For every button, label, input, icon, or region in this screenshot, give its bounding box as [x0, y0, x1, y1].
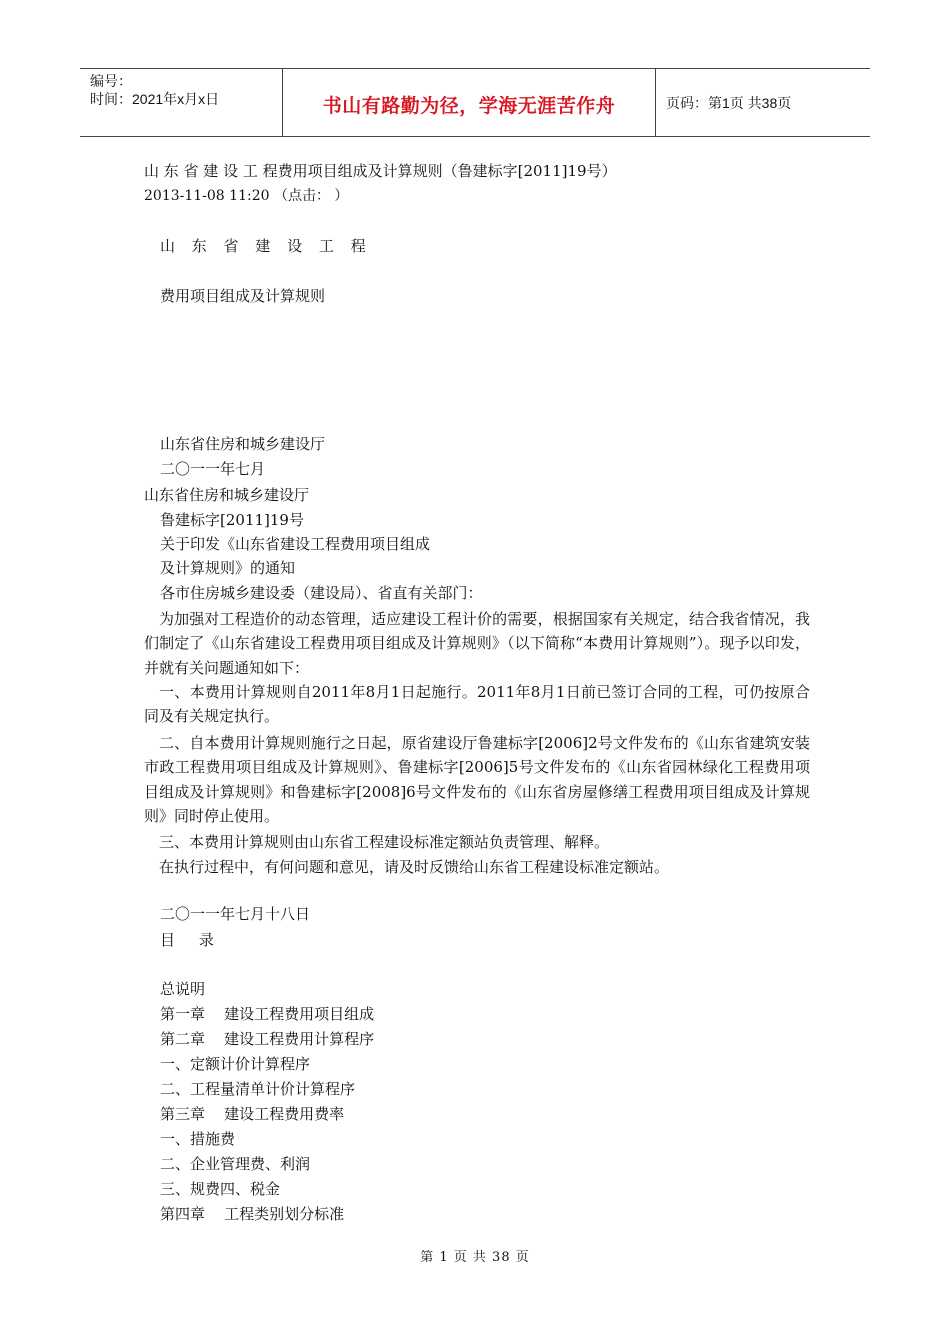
page-info: 页码：第1页 共38页: [666, 95, 792, 111]
paragraph-3: 二、自本费用计算规则施行之日起，原省建设厅鲁建标字[2006]2号文件发布的《山东省建筑安装市政工程费用项目组成及计算规则》、鲁建标字[2006]5号文件发布的《山东省园林绿化工程费用项目组成及计算规则》和鲁建标字[2008]6号文件发布的《山东省房屋修缮工程费用项目组成及计算规则》同时停止使用。: [144, 734, 810, 825]
notice-title-line-2: 及计算规则》的通知: [160, 559, 296, 577]
cover-title-line-2: 费用项目组成及计算规则: [160, 287, 326, 305]
toc-item: 第二章 建设工程费用计算程序: [160, 1030, 375, 1048]
article-title: 山 东 省 建 设 工 程费用项目组成及计算规则（鲁建标字[2011]19号）: [144, 162, 617, 180]
paragraph-2: 一、本费用计算规则自2011年8月1日起施行。2011年8月1日前已签订合同的工程，可仍按原合同及有关规定执行。: [144, 683, 810, 726]
toc-item: 一、措施费: [160, 1130, 236, 1148]
header-left-cell: [80, 69, 283, 136]
notice-title-line-1: 关于印发《山东省建设工程费用项目组成: [160, 535, 431, 553]
time-label: 时间：2021年x月x日: [90, 91, 220, 107]
toc-item: 总说明: [160, 980, 206, 998]
page-footer: 第 1 页 共 38 页: [420, 1250, 530, 1265]
document-header: [80, 68, 870, 137]
paragraph-5: 在执行过程中，有何问题和意见，请及时反馈给山东省工程建设标准定额站。: [159, 858, 670, 876]
toc-item: 第一章 建设工程费用项目组成: [160, 1005, 375, 1023]
toc-item: 三、规费四、税金: [160, 1180, 281, 1198]
cover-date: 二〇一一年七月: [160, 460, 266, 478]
toc-item: 一、定额计价计算程序: [160, 1055, 311, 1073]
document-number: 鲁建标字[2011]19号: [160, 511, 304, 529]
article-meta: 2013-11-08 11:20 （点击： ）: [144, 188, 349, 204]
toc-item: 二、工程量清单计价计算程序: [160, 1080, 356, 1098]
recipients: 各市住房城乡建设委（建设局）、省直有关部门：: [160, 584, 483, 602]
header-motto-cell: [283, 69, 656, 136]
number-label: 编号：: [90, 73, 132, 89]
toc-item: 二、企业管理费、利润: [160, 1155, 311, 1173]
header-page-cell: [656, 69, 870, 136]
cover-title-line-1: 山 东 省 建 设 工 程: [160, 237, 372, 255]
cover-organization: 山东省住房和城乡建设厅: [160, 435, 326, 453]
issuer: 山东省住房和城乡建设厅: [144, 486, 310, 504]
paragraph-1: 为加强对工程造价的动态管理，适应建设工程计价的需要，根据国家有关规定，结合我省情况，我们制定了《山东省建设工程费用项目组成及计算规则》（以下简称“本费用计算规则”）。现予以印发，并就有关问题通知如下：: [144, 610, 810, 677]
toc-item: 第四章 工程类别划分标准: [160, 1205, 345, 1223]
paragraph-4: 三、本费用计算规则由山东省工程建设标准定额站负责管理、解释。: [159, 833, 610, 851]
toc-heading: 目 录: [160, 931, 214, 949]
toc-item: 第三章 建设工程费用费率: [160, 1105, 345, 1123]
motto-text: 书山有路勤为径，学海无涯苦作舟: [322, 96, 616, 117]
signature-date: 二〇一一年七月十八日: [160, 905, 311, 923]
